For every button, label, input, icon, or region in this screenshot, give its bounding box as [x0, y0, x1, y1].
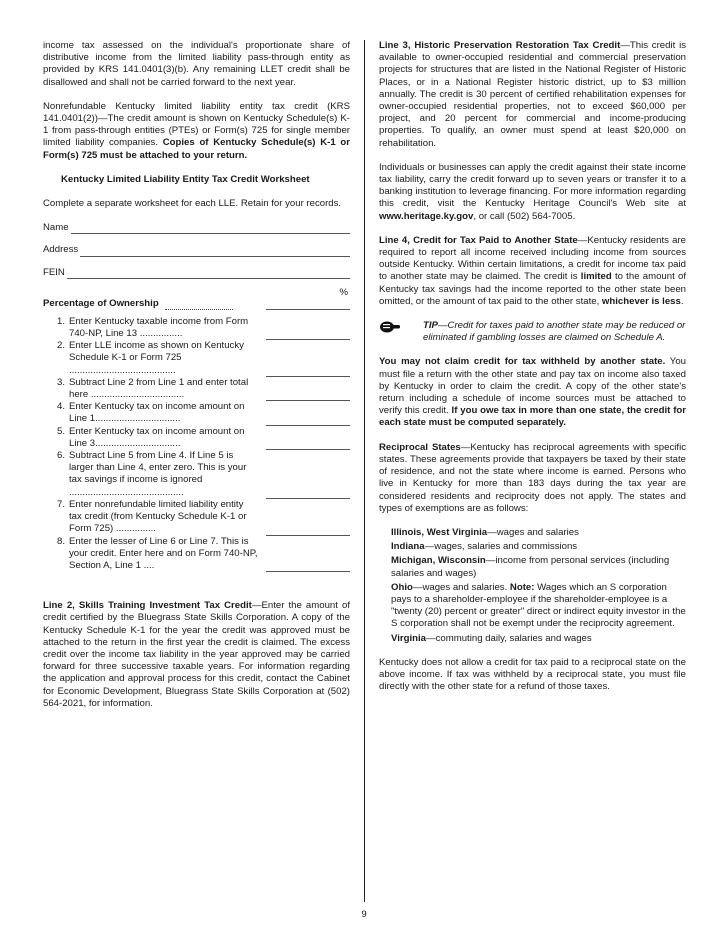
state-name: Illinois, West Virginia — [391, 526, 488, 538]
left-column — [43, 40, 350, 722]
state-entry-indiana — [391, 541, 686, 553]
entry-line[interactable] — [266, 562, 350, 572]
line-text: Subtract Line 2 from Line 1 and enter total here ................................... — [69, 376, 249, 401]
worksheet-line-4[interactable] — [43, 401, 350, 425]
paragraph-reciprocal-states — [379, 442, 686, 515]
attach-copies-notice: Copies of Kentucky Schedule(s) K-1 or Form(s) 725 must be attached to your return. — [43, 137, 350, 161]
line2-heading: Line 2, Skills Training Investment Tax Credit — [43, 600, 252, 612]
entry-line[interactable] — [266, 489, 350, 499]
tip-box — [379, 320, 686, 344]
fein-field[interactable] — [43, 267, 350, 279]
state-entry-virginia — [391, 633, 686, 645]
line4-heading: Line 4, Credit for Tax Paid to Another State — [379, 234, 578, 246]
paragraph-historic-preservation — [379, 40, 686, 150]
paragraph-skills-training — [43, 600, 350, 710]
worksheet-line-7[interactable] — [43, 499, 350, 536]
line4-text-1: —Kentucky residents are required to report all income received including income from sources outside Kentucky. Within certain limitations, a credit for income tax paid to another state may be claimed. The credit is — [379, 234, 686, 283]
note-label: Note: — [509, 581, 535, 593]
worksheet-title: Kentucky Limited Liability Entity Tax Credit Worksheet — [61, 173, 310, 185]
worksheet-line-5[interactable] — [43, 426, 350, 450]
entry-line[interactable] — [266, 330, 350, 340]
limited-emphasis: limited — [580, 271, 612, 283]
line-number: 6. — [56, 450, 65, 462]
line-text: Enter LLE income as shown on Kentucky Schedule K-1 or Form 725 ........................................ — [69, 340, 244, 376]
tip-label: TIP — [423, 320, 438, 332]
nonrefundable-text: Nonrefundable Kentucky limited liability entity tax credit (KRS 141.0401(2))—The credit amount is shown on Kentucky Schedule(s) K-1 from pass-through entities (PTEs) or Form(s) 725 for single member limited liability companies. — [43, 100, 350, 149]
paragraph-heritage-council — [379, 162, 686, 223]
paragraph-tax-paid-other-state — [379, 235, 686, 308]
name-field[interactable] — [43, 222, 350, 234]
name-line[interactable] — [71, 224, 350, 234]
line2-text: —Enter the amount of credit certified by the Bluegrass State Skills Corporation. A copy of the Kentucky Schedule K-1 for the year the credit was approved must be attached to the return in the first year the credit is claimed. The excess credit over the income tax liability in the year approved may be carried forward for three successive taxable years. For information regarding the application and approval process for this credit, contact the Cabinet for Economic Development, Bluegrass State Skills Corporation at (502) 564-2021, for information. — [43, 600, 351, 709]
fein-line[interactable] — [67, 269, 350, 279]
entry-line[interactable] — [266, 440, 350, 450]
percent-sign: % — [339, 286, 348, 298]
paragraph-llet-remaining: income tax assessed on the individual's proportionate share of distributive income from the limited liability pass-through entity as provided by KRS 141.0401(3)(b). Any remaining LLET credit shall be disallowed and shall not be carried forward to the next year. — [43, 40, 350, 88]
line-number: 7. — [56, 498, 65, 510]
line-number: 2. — [56, 340, 65, 352]
paragraph-reciprocal-refund: Kentucky does not allow a credit for tax paid to a reciprocal state on the above income. If tax was withheld by a reciprocal state, you must file directly with the other state for a refund of those taxes. — [379, 656, 686, 693]
state-exemption: —wages and salaries — [487, 526, 579, 538]
column-divider — [364, 40, 365, 902]
note-text: Wages which an S corporation pays to a shareholder-employee if the shareholder-employee is a "twenty (20) percent or greater" direct or indirect equity investor in the S corporation shall not be exempt under the reciprocity agreement. — [391, 581, 686, 630]
ownership-label: Percentage of Ownership — [43, 297, 159, 309]
line3-text: —This credit is available to owner-occupied residential and commercial preservation projects for structures that are listed in the National Register of Historic Places, or in a National Register historic district, up to $3 million annually. The credit is 30 percent of certified rehabilitation expenses for owner-occupied residential properties, not to exceed $60,000 per project, and 20 percent for commercial and income-producing properties. To qualify, an owner must spend at least $20,000 on rehabilitation. — [379, 40, 687, 149]
reciprocal-state-list — [391, 527, 686, 645]
heritage-website-link[interactable]: www.heritage.ky.gov — [379, 210, 474, 222]
fein-label: FEIN — [43, 266, 65, 278]
line3-heading: Line 3, Historic Preservation Restoration Tax Credit — [379, 40, 621, 51]
worksheet-line-2[interactable] — [43, 340, 350, 377]
line-number: 8. — [56, 535, 65, 547]
leader-dots — [165, 300, 233, 310]
entry-line[interactable] — [266, 416, 350, 426]
worksheet-intro: Complete a separate worksheet for each LLE. Retain for your records. — [43, 198, 342, 210]
paragraph-withheld — [379, 356, 686, 429]
reciprocal-text: —Kentucky has reciprocal agreements with specific states. These agreements provide that taxpayers be taxed by their state of residence, and not the state where income is earned. Persons who live in Kentucky for more than 183 days during the tax year are considered residents and reciprocity does not apply. The states and types of exemptions are as follows: — [379, 441, 686, 514]
state-name: Indiana — [391, 541, 425, 553]
state-name: Virginia — [391, 632, 427, 644]
worksheet-line-8[interactable] — [43, 536, 350, 573]
withheld-heading: You may not claim credit for tax withheld by another state. — [379, 356, 666, 368]
line-text: Subtract Line 5 from Line 4. If Line 5 is larger than Line 4, enter zero. This is your tax savings if income is ignored ........................................... — [69, 450, 247, 498]
state-name: Ohio — [391, 581, 413, 593]
state-exemption: —wages, salaries and commissions — [424, 541, 578, 553]
tip-body: —Credit for taxes paid to another state may be reduced or eliminated if gambling losses are claimed on Schedule A. — [423, 320, 686, 344]
entry-line[interactable] — [266, 367, 350, 377]
reciprocal-heading: Reciprocal States — [379, 441, 461, 453]
entry-line[interactable] — [266, 526, 350, 536]
state-entry-ohio — [391, 582, 686, 631]
withheld-text: You must file a return with the other state and pay tax on income also taxed by Kentucky in order to claim the credit. A copy of the other state's return including a schedule of income sources must be attached to verify this credit. — [379, 356, 686, 417]
worksheet-line-6[interactable] — [43, 450, 350, 499]
line-text: Enter nonrefundable limited liability entity tax credit (from Kentucky Schedule K-1 or Form 725) ............... — [69, 498, 247, 535]
ownership-percentage-row[interactable] — [43, 286, 350, 310]
line-number: 3. — [56, 376, 65, 388]
tip-text — [423, 320, 686, 344]
line4-text-3: . — [680, 295, 684, 307]
separate-computation-notice: If you owe tax in more than one state, the credit for each state must be computed separately. — [379, 405, 686, 429]
paragraph-nonrefundable-llet — [43, 101, 350, 162]
line-text: Enter Kentucky tax on income amount on Line 3................................ — [69, 425, 245, 449]
heritage-text-1: Individuals or businesses can apply the credit against their state income tax liability, carry the credit forward up to seven years or transfer it to a banking institution to leverage financing. For more information regarding this credit, visit the Kentucky Heritage Council's Web site at — [379, 161, 686, 210]
lesser-emphasis: whichever is less — [601, 295, 681, 307]
pointing-hand-glyph — [379, 320, 401, 334]
worksheet-line-3[interactable] — [43, 377, 350, 401]
line-number: 4. — [56, 401, 65, 413]
state-exemption: —income from personal services (including salaries and wages) — [391, 555, 670, 579]
ownership-input-line[interactable] — [266, 286, 350, 310]
line-number: 1. — [56, 315, 65, 327]
heritage-text-2: , or call (502) 564-7005. — [473, 210, 576, 222]
line-text: Enter Kentucky tax on income amount on Line 1................................ — [69, 401, 245, 425]
state-entry-michigan-wisconsin — [391, 555, 686, 579]
line4-text-2: to the amount of Kentucky tax savings had the income reported to the other state been omitted, or the amount of tax paid to the other state, — [379, 271, 687, 307]
address-field[interactable] — [43, 244, 350, 256]
line-text: Enter the lesser of Line 6 or Line 7. This is your credit. Enter here and on Form 740-NP, Section A, Line 1 .... — [69, 535, 258, 571]
entry-line[interactable] — [266, 391, 350, 401]
pointing-hand-icon — [379, 320, 423, 344]
right-column — [379, 40, 686, 705]
line-number: 5. — [56, 425, 65, 437]
worksheet-line-1[interactable] — [43, 316, 350, 340]
name-label: Name — [43, 222, 69, 234]
state-name: Michigan, Wisconsin — [391, 555, 486, 567]
line-text: Enter Kentucky taxable income from Form 740-NP, Line 13 ................ — [69, 315, 249, 340]
state-exemption: —commuting daily, salaries and wages — [426, 632, 592, 644]
address-label: Address — [43, 244, 79, 256]
state-entry-illinois-west-virginia — [391, 527, 686, 539]
page-number: 9 — [361, 909, 367, 920]
address-line[interactable] — [80, 247, 350, 257]
worksheet-lines — [43, 316, 350, 572]
state-exemption: —wages and salaries. — [412, 581, 510, 593]
